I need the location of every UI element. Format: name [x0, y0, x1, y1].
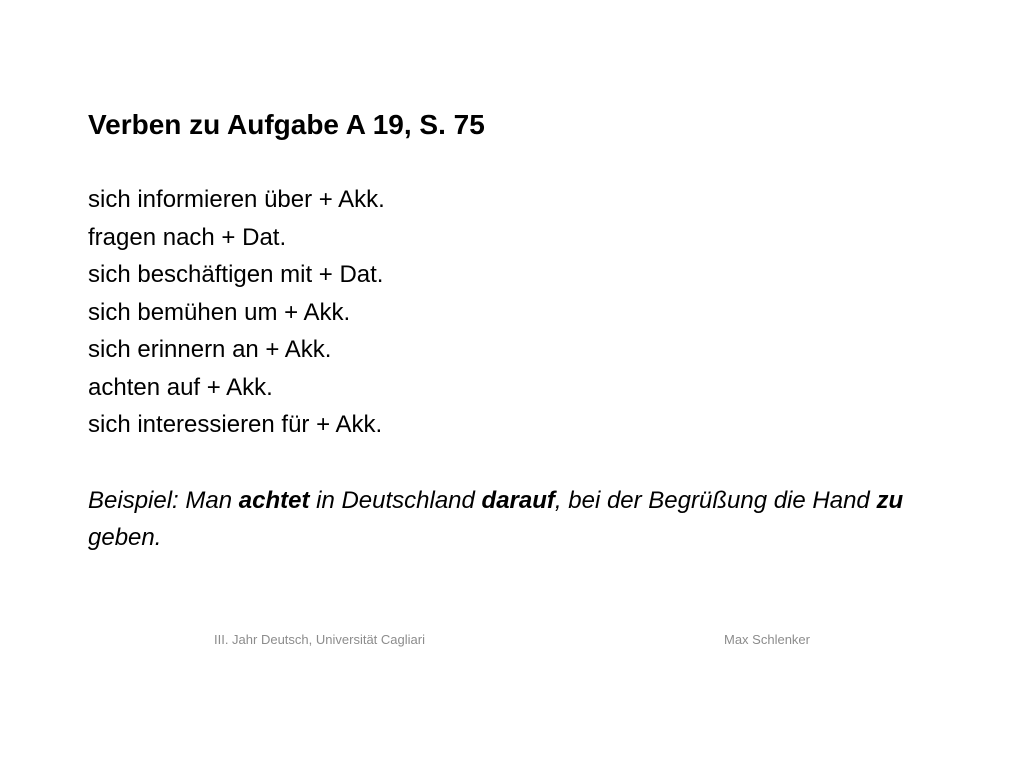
slide-content [88, 106, 958, 556]
example-sentence [88, 482, 948, 556]
example-text: geben. [88, 523, 162, 551]
verb-item: sich beschäftigen mit + Dat. [88, 261, 384, 288]
verb-item: sich erinnern an + Akk. [88, 336, 332, 363]
example-text: in Deutschland [309, 486, 482, 514]
verb-item: fragen nach + Dat. [88, 223, 287, 251]
verb-item: sich interessieren für + Akk. [88, 411, 383, 438]
footer-course: III. Jahr Deutsch, Universität Cagliari [214, 632, 425, 647]
slide-title: Verben zu Aufgabe A 19, S. 75 [88, 109, 485, 140]
example-bold-pronominal-adverb: darauf [481, 486, 555, 514]
example-bold-zu: zu [876, 486, 904, 514]
verb-list [88, 181, 958, 444]
verb-item: achten auf + Akk. [88, 373, 273, 401]
example-text: , bei der Begrüßung die Hand [554, 486, 877, 514]
footer-author: Max Schlenker [724, 632, 810, 647]
example-text: Beispiel: Man [88, 486, 239, 514]
verb-item: sich informieren über + Akk. [88, 186, 385, 213]
example-bold-verb: achtet [238, 486, 310, 514]
verb-item: sich bemühen um + Akk. [88, 298, 351, 326]
